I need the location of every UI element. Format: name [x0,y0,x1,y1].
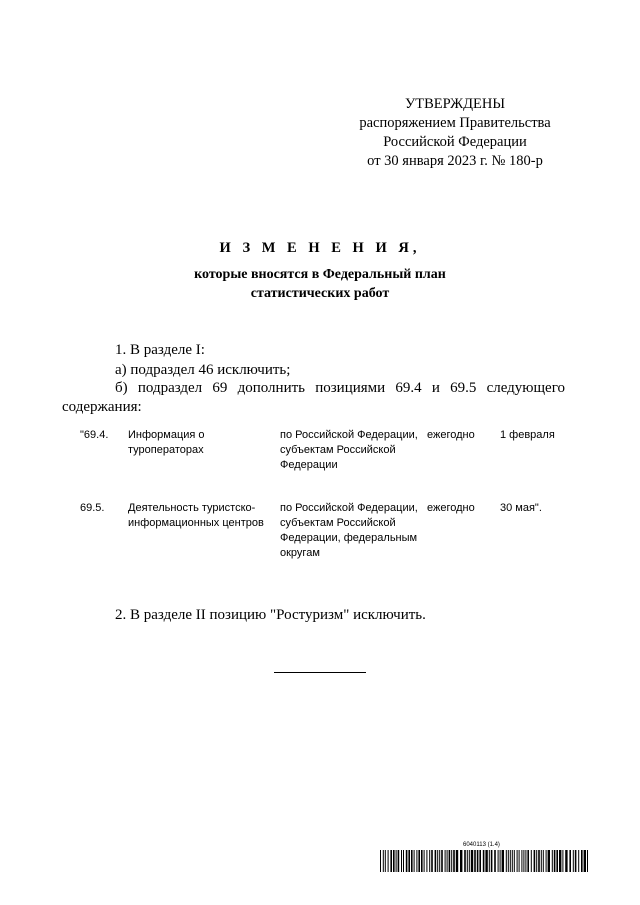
paragraph-2: а) подраздел 46 исключить; [115,362,291,378]
subtitle-line-1: которые вносятся в Федеральный план [194,267,446,282]
paragraph-4: 2. В разделе II позицию "Ростуризм" исключить. [115,607,426,623]
row-number-text: "69.4. [80,429,109,441]
row-period: ежегодно [427,429,475,441]
document-title: И З М Е Н Е Н И Я, [219,240,421,256]
row-level: по Российской Федерации, субъектам Российской Федерации, федеральным округам [280,502,418,559]
row-name: Информация о туроператорах [128,429,205,456]
paragraph-1: 1. В разделе I: [115,342,205,358]
approval-block [330,95,580,171]
row-level: по Российской Федерации, субъектам Российской Федерации [280,429,418,471]
separator-line [274,672,366,673]
approval-date: от 30 января 2023 г. № 180-р [367,153,543,169]
approval-line-2: распоряжением Правительства [359,115,551,131]
paragraph-3: б) подраздел 69 дополнить позициями 69.4 и 69.5 следующего [115,380,565,396]
row-period: ежегодно [427,502,475,514]
barcode-number: 6040113 (1.4) [463,842,500,848]
row-date: 1 февраля [500,429,555,441]
approval-line-3: Российской Федерации [383,134,527,150]
approval-title: УТВЕРЖДЕНЫ [404,96,506,112]
row-name: Деятельность туристско-информационных центров [128,502,264,529]
row-number [80,428,120,443]
row-date: 30 мая". [500,502,542,514]
paragraph-3-cont: содержания: [62,399,142,415]
barcode-icon [380,850,590,872]
row-number: 69.5. [80,502,105,514]
document-subtitle [0,265,640,303]
subtitle-line-2: статистических работ [250,286,390,301]
